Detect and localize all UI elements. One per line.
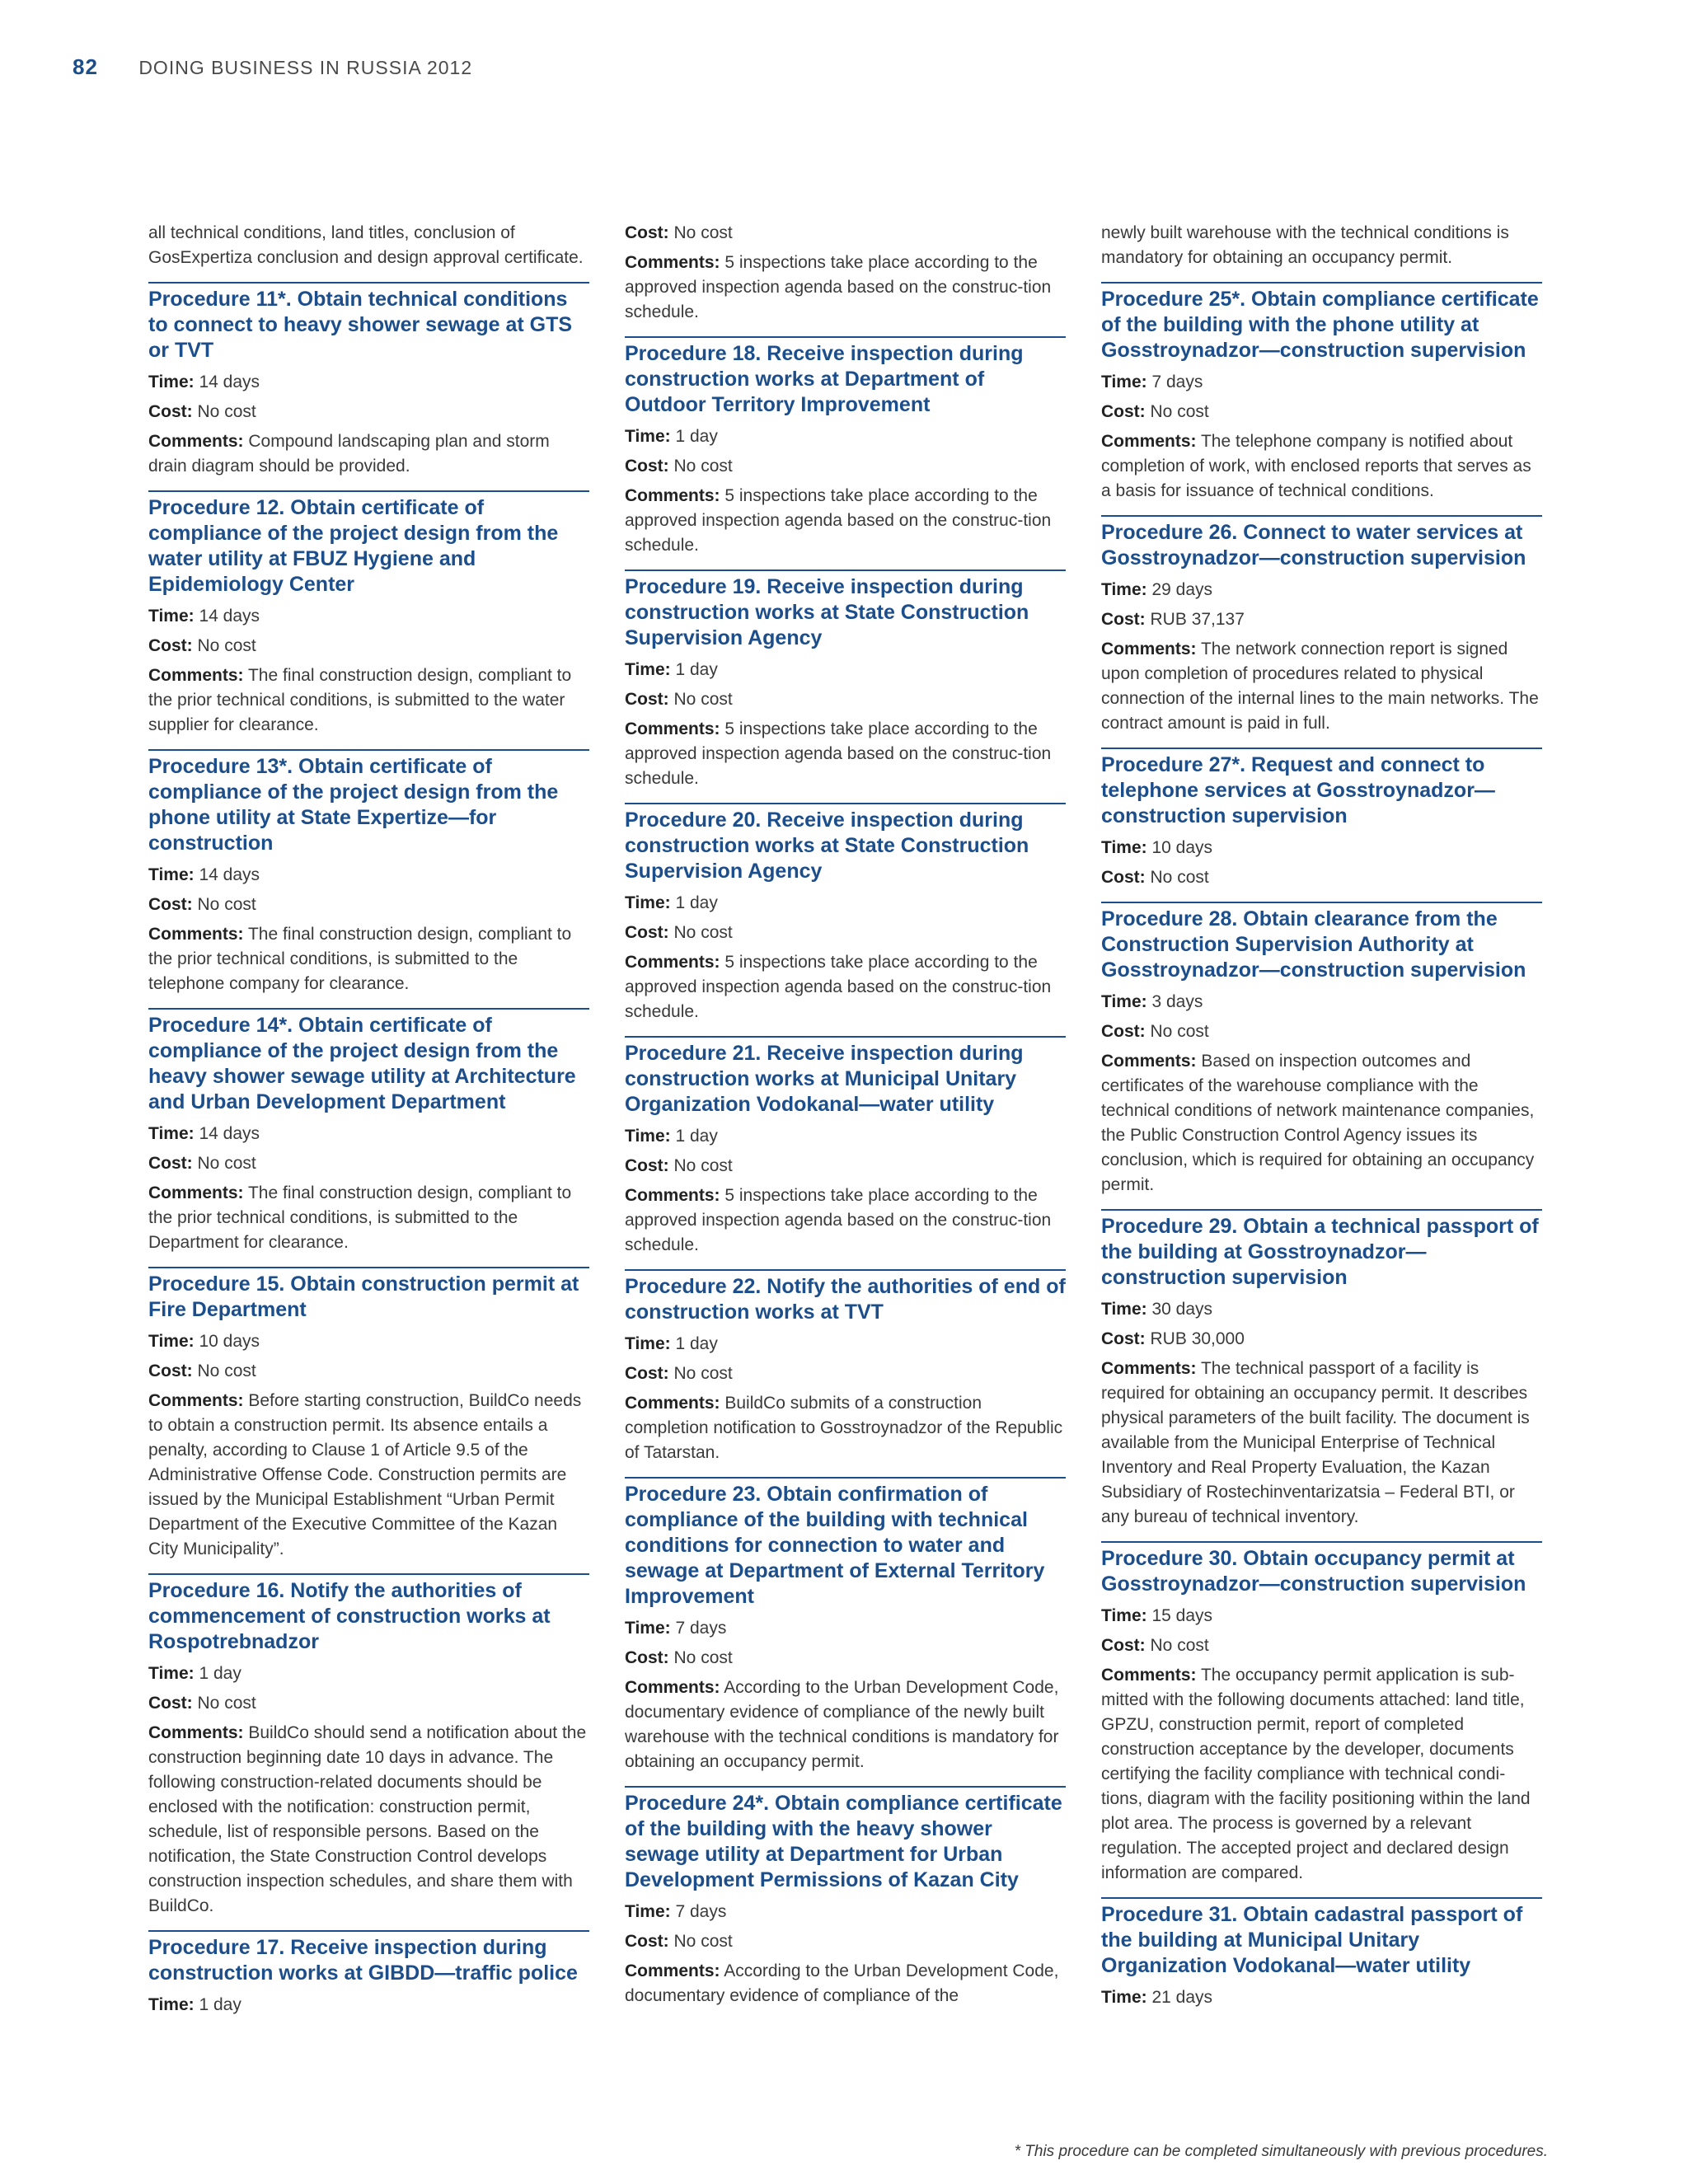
procedure-block: [148, 749, 589, 996]
comments-field: [1101, 1357, 1542, 1530]
cost-field: [625, 1361, 1066, 1386]
time-value: 3 days: [1151, 992, 1203, 1011]
cost-value: No cost: [673, 923, 733, 942]
procedure-title: Procedure 15. Obtain construction permit at Fire Department: [148, 1272, 579, 1321]
cost-label: Cost:: [1101, 402, 1146, 421]
cost-value: No cost: [1150, 402, 1209, 421]
cost-label: Cost:: [625, 1648, 669, 1667]
comments-value: According to the Urban Development Code, documentary evidence of compliance of the: [625, 1961, 1059, 2005]
procedure-title: Procedure 21. Receive inspection during construction works at Municipal Unitary Organization Vodokanal—water utility: [625, 1042, 1024, 1116]
comments-value: Based on inspection outcomes and certificates of the warehouse compliance with the technical conditions of network maintenance companies, the Public Construction Control Agency issues its conclusion, which is required for obtaining an occupancy permit.: [1101, 1052, 1535, 1194]
comments-label: Comments:: [625, 1186, 720, 1205]
procedure-block: [1101, 515, 1542, 736]
comments-value: The final construction design, compliant to the prior technical conditions, is submitted to the Department for clearance.: [148, 1183, 572, 1252]
cost-label: Cost:: [148, 402, 193, 421]
time-field: [625, 891, 1066, 916]
cost-value: RUB 37,137: [1150, 610, 1245, 629]
cost-field: [148, 1691, 589, 1716]
comments-value: BuildCo should send a notification about the construction beginning date 10 days in advance. The following construction-related documents should be enclosed with the notification: construction permit, schedule, list of responsible persons. Based on the notification, the State Construction Control develops construction inspection schedules, and share them with BuildCo.: [148, 1723, 587, 1915]
column-1: [148, 221, 589, 2022]
cost-value: No cost: [1150, 1022, 1209, 1041]
cost-label: Cost:: [625, 1932, 669, 1951]
procedure-title: Procedure 25*. Obtain compliance certificate of the building with the phone utility at Gosstroynadzor—construction supervision: [1101, 288, 1539, 362]
comments-field: [1101, 1049, 1542, 1197]
time-value: 14 days: [199, 373, 260, 391]
comments-label: Comments:: [148, 432, 244, 451]
time-field: [148, 1661, 589, 1686]
comments-value: BuildCo submits of a construction completion notification to Gosstroynadzor of the Republic of Tatarstan.: [625, 1394, 1063, 1462]
time-label: Time:: [148, 373, 195, 391]
time-label: Time:: [148, 1124, 195, 1143]
time-label: Time:: [1101, 580, 1147, 599]
procedure-title: Procedure 27*. Request and connect to telephone services at Gosstroynadzor—construction supervision: [1101, 753, 1495, 827]
procedure-title: Procedure 22. Notify the authorities of end of construction works at TVT: [625, 1275, 1066, 1324]
column-3: [1101, 221, 1542, 2015]
cost-value: No cost: [673, 1932, 733, 1951]
comments-label: Comments:: [625, 253, 720, 272]
cost-label: Cost:: [148, 1154, 193, 1173]
time-value: 7 days: [675, 1619, 727, 1638]
time-field: [148, 370, 589, 395]
cost-label: Cost:: [625, 223, 669, 242]
cost-field: [625, 1646, 1066, 1671]
time-field: [1101, 990, 1542, 1015]
time-field: [1101, 836, 1542, 860]
time-field: [148, 1993, 589, 2018]
time-label: Time:: [625, 1619, 671, 1638]
continued-procedure: [625, 221, 1066, 325]
comments-value: The telephone company is notified about completion of work, with enclosed reports that serves as a basis for issuance of technical conditions.: [1101, 432, 1531, 500]
cost-field: [1101, 1633, 1542, 1658]
comments-field: [1101, 1663, 1542, 1886]
comments-value: The final construction design, compliant to the prior technical conditions, is submitted to the telephone company for clearance.: [148, 925, 572, 993]
cost-value: No cost: [197, 402, 256, 421]
comments-field: [625, 1183, 1066, 1258]
comments-label: Comments:: [1101, 1359, 1197, 1378]
comments-field: [148, 1721, 589, 1919]
cost-value: No cost: [673, 1648, 733, 1667]
procedure-title: Procedure 12. Obtain certificate of compliance of the project design from the water utility at FBUZ Hygiene and Epidemiology Center: [148, 496, 559, 596]
time-field: [625, 1616, 1066, 1641]
cost-label: Cost:: [148, 1361, 193, 1380]
time-field: [148, 1329, 589, 1354]
comments-value: The occupancy permit application is sub-mitted with the following documents attached: land title, GPZU, construction permit, report of completed construction acceptance by the developer, documents certifying the facility compliance with technical condi-tions, diagram with the facility positioning within the land plot area. The process is governed by a relevant regulation. The accepted project and declared design information are compared.: [1101, 1666, 1531, 1882]
cost-field: [148, 634, 589, 658]
comments-field: [148, 922, 589, 996]
time-label: Time:: [1101, 1606, 1147, 1625]
cost-value: No cost: [673, 223, 733, 242]
comments-label: Comments:: [625, 953, 720, 972]
time-label: Time:: [148, 607, 195, 626]
comments-label: Comments:: [1101, 432, 1197, 451]
comments-field: [1101, 429, 1542, 504]
continued-text: all technical conditions, land titles, conclusion of GosExpertiza conclusion and design approval certificate.: [148, 223, 584, 267]
procedure-block: [625, 803, 1066, 1024]
time-label: Time:: [625, 1127, 671, 1146]
procedure-block: [625, 569, 1066, 791]
cost-field: [148, 893, 589, 917]
procedure-title: Procedure 28. Obtain clearance from the Construction Supervision Authority at Gosstroynadzor—construction supervision: [1101, 907, 1526, 982]
comments-label: Comments:: [625, 486, 720, 505]
comments-field: [625, 251, 1066, 325]
comments-field: [148, 1389, 589, 1562]
cost-label: Cost:: [148, 895, 193, 914]
procedure-block: [1101, 902, 1542, 1197]
comments-value: Compound landscaping plan and storm drain diagram should be provided.: [148, 432, 550, 476]
comments-label: Comments:: [148, 1723, 244, 1742]
comments-label: Comments:: [625, 719, 720, 738]
comments-value: 5 inspections take place according to the approved inspection agenda based on the construc-tion schedule.: [625, 953, 1052, 1021]
comments-value: According to the Urban Development Code, documentary evidence of compliance of the newly built warehouse with the technical conditions is mandatory for obtaining an occupancy permit.: [625, 1678, 1059, 1771]
procedure-block: [1101, 1209, 1542, 1530]
time-label: Time:: [1101, 838, 1147, 857]
comments-value: 5 inspections take place according to the approved inspection agenda based on the construc-tion schedule.: [625, 253, 1052, 321]
time-field: [625, 1900, 1066, 1924]
comments-value: 5 inspections take place according to the approved inspection agenda based on the construc-tion schedule.: [625, 486, 1052, 555]
column-2: [625, 221, 1066, 2013]
time-field: [625, 1124, 1066, 1149]
cost-field: [625, 687, 1066, 712]
cost-value: No cost: [197, 1694, 256, 1713]
time-field: [625, 1332, 1066, 1357]
comments-value: Before starting construction, BuildCo needs to obtain a construction permit. Its absence entails a penalty, according to Clause 1 of Article 9.5 of the Administrative Offense Code. Construction permits are issued by the Municipal Establishment “Urban Permit Department of the Executive Committee of the Kazan City Municipality”.: [148, 1391, 582, 1558]
procedure-block: [1101, 748, 1542, 890]
time-value: 1 day: [675, 427, 718, 446]
cost-value: No cost: [673, 457, 733, 476]
time-value: 1 day: [199, 1664, 241, 1683]
time-label: Time:: [1101, 1300, 1147, 1319]
comments-field: [625, 950, 1066, 1024]
cost-field: [625, 221, 1066, 246]
time-field: [1101, 370, 1542, 395]
time-value: 10 days: [199, 1332, 260, 1351]
time-value: 15 days: [1151, 1606, 1213, 1625]
comments-value: 5 inspections take place according to the approved inspection agenda based on the construc-tion schedule.: [625, 719, 1052, 788]
procedure-title: Procedure 30. Obtain occupancy permit at Gosstroynadzor—construction supervision: [1101, 1547, 1526, 1596]
cost-value: No cost: [197, 1361, 256, 1380]
comments-value: The network connection report is signed upon completion of procedures related to physical connection of the internal lines to the main networks. The contract amount is paid in full.: [1101, 640, 1539, 733]
procedure-block: [625, 1477, 1066, 1774]
procedure-title: Procedure 29. Obtain a technical passport of the building at Gosstroynadzor—construction supervision: [1101, 1215, 1539, 1289]
comments-field: [148, 1181, 589, 1255]
comments-value: The final construction design, compliant to the prior technical conditions, is submitted to the water supplier for clearance.: [148, 666, 572, 734]
procedure-block: [1101, 1541, 1542, 1886]
cost-label: Cost:: [625, 690, 669, 709]
procedure-title: Procedure 24*. Obtain compliance certificate of the building with the heavy shower sewage utility at Department for Urban Development Permissions of Kazan City: [625, 1792, 1062, 1891]
cost-field: [625, 1154, 1066, 1179]
procedure-title: Procedure 17. Receive inspection during construction works at GIBDD—traffic police: [148, 1936, 578, 1985]
page-header: [73, 54, 472, 80]
cost-label: Cost:: [1101, 1329, 1146, 1348]
comments-field: [625, 717, 1066, 791]
continued-text: newly built warehouse with the technical conditions is mandatory for obtaining an occupancy permit.: [1101, 223, 1509, 267]
footnote: * This procedure can be completed simultaneously with previous procedures.: [1014, 2143, 1548, 2160]
cost-value: No cost: [197, 895, 256, 914]
time-value: 21 days: [1151, 1988, 1213, 2007]
time-field: [148, 863, 589, 888]
comments-label: Comments:: [1101, 1666, 1197, 1685]
time-value: 1 day: [675, 1127, 718, 1146]
cost-field: [1101, 1019, 1542, 1044]
time-field: [625, 658, 1066, 682]
time-value: 14 days: [199, 1124, 260, 1143]
comments-value: 5 inspections take place according to the approved inspection agenda based on the construc-tion schedule.: [625, 1186, 1052, 1254]
time-label: Time:: [625, 427, 671, 446]
comments-label: Comments:: [625, 1678, 720, 1697]
comments-label: Comments:: [625, 1394, 720, 1413]
time-label: Time:: [625, 1334, 671, 1353]
cost-label: Cost:: [148, 1694, 193, 1713]
time-label: Time:: [148, 1664, 195, 1683]
time-field: [1101, 1297, 1542, 1322]
procedure-title: Procedure 20. Receive inspection during construction works at State Construction Supervision Agency: [625, 808, 1029, 883]
procedure-title: Procedure 31. Obtain cadastral passport of the building at Municipal Unitary Organization Vodokanal—water utility: [1101, 1903, 1523, 1977]
procedure-title: Procedure 18. Receive inspection during construction works at Department of Outdoor Territory Improvement: [625, 342, 1024, 416]
procedure-title: Procedure 26. Connect to water services at Gosstroynadzor—construction supervision: [1101, 521, 1526, 569]
comments-label: Comments:: [148, 666, 244, 685]
comments-label: Comments:: [148, 925, 244, 944]
time-field: [148, 1122, 589, 1146]
time-field: [148, 604, 589, 629]
cost-value: No cost: [1150, 1636, 1209, 1655]
cost-value: No cost: [197, 1154, 256, 1173]
comments-label: Comments:: [625, 1961, 720, 1980]
comments-field: [148, 429, 589, 479]
time-value: 14 days: [199, 607, 260, 626]
page-number: 82: [73, 54, 98, 79]
cost-value: RUB 30,000: [1150, 1329, 1245, 1348]
procedure-block: [148, 1267, 589, 1562]
cost-label: Cost:: [1101, 1022, 1146, 1041]
time-label: Time:: [625, 660, 671, 679]
comments-label: Comments:: [1101, 640, 1197, 658]
procedure-title: Procedure 19. Receive inspection during construction works at State Construction Supervision Agency: [625, 575, 1029, 649]
procedure-block: [148, 1008, 589, 1255]
procedure-block: [148, 1573, 589, 1919]
time-label: Time:: [625, 893, 671, 912]
time-field: [625, 424, 1066, 449]
publication-title: DOING BUSINESS IN RUSSIA 2012: [138, 57, 473, 78]
comments-label: Comments:: [1101, 1052, 1197, 1071]
cost-field: [625, 454, 1066, 479]
comments-field: [625, 1959, 1066, 2008]
cost-label: Cost:: [625, 923, 669, 942]
procedure-block: [148, 282, 589, 479]
cost-value: No cost: [673, 690, 733, 709]
comments-field: [625, 1391, 1066, 1465]
procedure-block: [148, 490, 589, 738]
cost-label: Cost:: [625, 1364, 669, 1383]
procedure-block: [625, 1786, 1066, 2008]
time-value: 7 days: [675, 1902, 727, 1921]
time-value: 29 days: [1151, 580, 1213, 599]
cost-field: [148, 1151, 589, 1176]
procedure-block: [148, 1930, 589, 2018]
cost-field: [625, 1929, 1066, 1954]
comments-value: The technical passport of a facility is required for obtaining an occupancy permit. It describes physical parameters of the built facility. The document is available from the Municipal Enterprise of Technical Inventory and Real Property Evaluation, the Kazan Subsidiary of Rostechinventarizatsia – Federal BTI, or any bureau of technical inventory.: [1101, 1359, 1530, 1526]
cost-value: No cost: [673, 1364, 733, 1383]
cost-field: [148, 1359, 589, 1384]
comments-label: Comments:: [148, 1391, 244, 1410]
cost-field: [1101, 865, 1542, 890]
cost-label: Cost:: [1101, 1636, 1146, 1655]
cost-label: Cost:: [625, 1156, 669, 1175]
time-value: 1 day: [675, 1334, 718, 1353]
cost-label: Cost:: [148, 636, 193, 655]
procedure-block: [625, 1269, 1066, 1465]
time-field: [1101, 578, 1542, 602]
comments-label: Comments:: [148, 1183, 244, 1202]
time-value: 10 days: [1151, 838, 1213, 857]
time-label: Time:: [1101, 373, 1147, 391]
time-label: Time:: [625, 1902, 671, 1921]
time-field: [1101, 1985, 1542, 2010]
procedure-title: Procedure 16. Notify the authorities of commencement of construction works at Rospotrebnadzor: [148, 1579, 551, 1653]
cost-label: Cost:: [625, 457, 669, 476]
cost-field: [1101, 400, 1542, 424]
cost-field: [148, 400, 589, 424]
time-value: 7 days: [1151, 373, 1203, 391]
time-value: 30 days: [1151, 1300, 1213, 1319]
cost-value: No cost: [673, 1156, 733, 1175]
procedure-block: [1101, 282, 1542, 504]
cost-value: No cost: [1150, 868, 1209, 887]
time-value: 1 day: [675, 893, 718, 912]
procedure-block: [625, 336, 1066, 558]
time-label: Time:: [148, 1332, 195, 1351]
time-value: 1 day: [199, 1995, 241, 2014]
cost-value: No cost: [197, 636, 256, 655]
comments-field: [148, 663, 589, 738]
procedure-title: Procedure 14*. Obtain certificate of compliance of the project design from the heavy shower sewage utility at Architecture and Urban Development Department: [148, 1014, 576, 1113]
time-label: Time:: [1101, 1988, 1147, 2007]
comments-field: [1101, 637, 1542, 736]
procedure-block: [625, 1036, 1066, 1258]
comments-field: [625, 484, 1066, 558]
cost-label: Cost:: [1101, 868, 1146, 887]
cost-field: [1101, 1327, 1542, 1352]
time-label: Time:: [148, 1995, 195, 2014]
time-label: Time:: [1101, 992, 1147, 1011]
cost-field: [625, 921, 1066, 945]
procedure-title: Procedure 23. Obtain confirmation of compliance of the building with technical conditions for connection to water and sewage at Department of External Territory Improvement: [625, 1483, 1045, 1608]
time-label: Time:: [148, 865, 195, 884]
cost-field: [1101, 607, 1542, 632]
procedure-title: Procedure 11*. Obtain technical conditions to connect to heavy shower sewage at GTS or TVT: [148, 288, 573, 362]
comments-field: [625, 1675, 1066, 1774]
procedure-block: [1101, 1897, 1542, 2010]
time-value: 1 day: [675, 660, 718, 679]
time-value: 14 days: [199, 865, 260, 884]
procedure-title: Procedure 13*. Obtain certificate of compliance of the project design from the phone utility at State Expertize—for construction: [148, 755, 559, 855]
time-field: [1101, 1604, 1542, 1629]
cost-label: Cost:: [1101, 610, 1146, 629]
